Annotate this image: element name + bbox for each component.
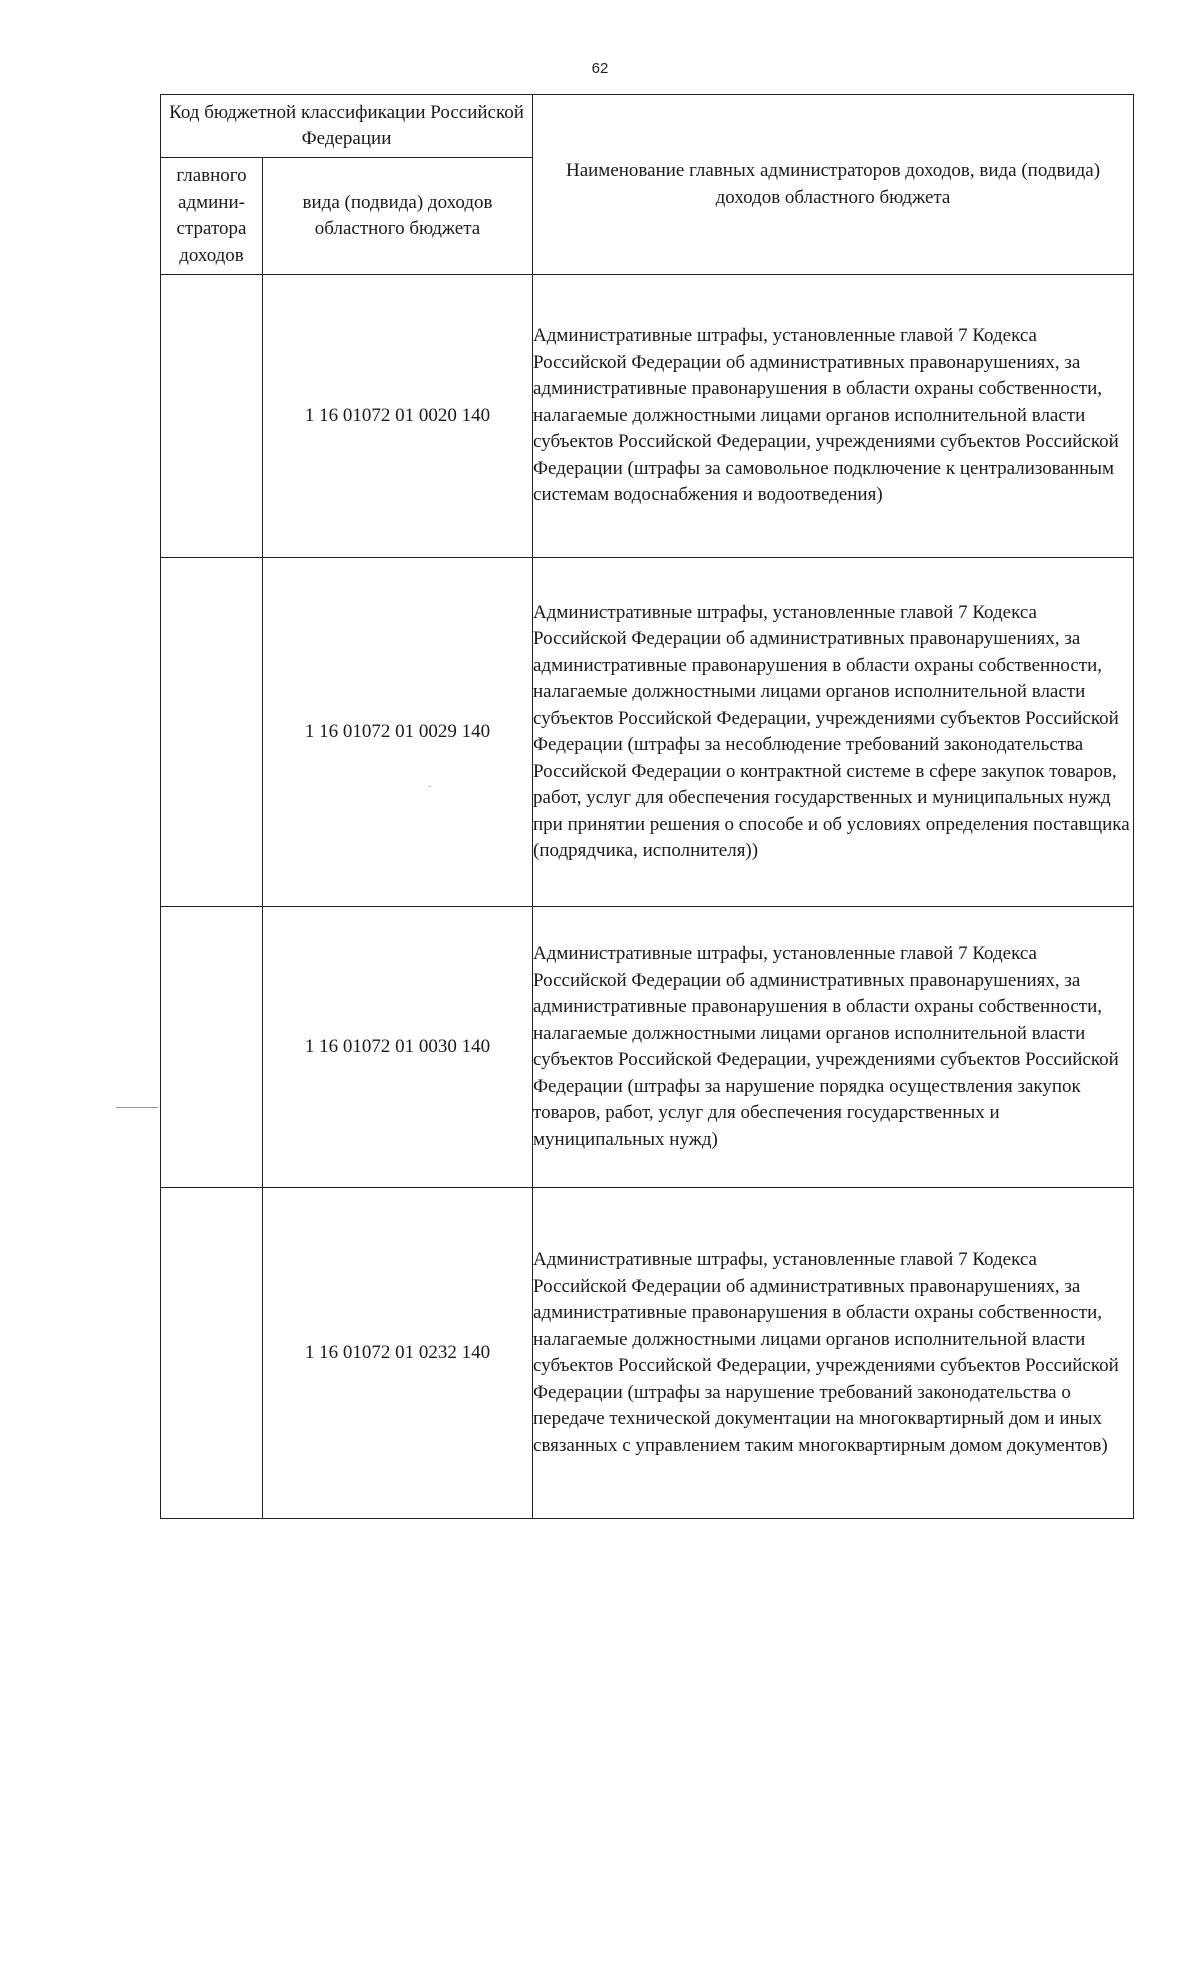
- header-main-administrator: главного админи- стратора доходов: [161, 158, 263, 275]
- cell-revenue-code: 1 16 01072 01 0029 140: [263, 558, 533, 907]
- table-row: [161, 907, 1134, 1188]
- cell-admin-code: [161, 558, 263, 907]
- table-header-row-group: [161, 95, 1134, 158]
- cell-revenue-code: 1 16 01072 01 0030 140: [263, 907, 533, 1188]
- scan-artifact-line: [116, 1107, 158, 1108]
- cell-revenue-code: 1 16 01072 01 0020 140: [263, 275, 533, 558]
- table-row: [161, 558, 1134, 907]
- header-budget-classification-code: Код бюджетной классификации Российской Федерации: [161, 95, 533, 158]
- cell-admin-code: [161, 1188, 263, 1519]
- header-revenue-type: вида (подвида) доходов областного бюджета: [263, 158, 533, 275]
- cell-admin-code: [161, 275, 263, 558]
- page-number: 62: [591, 60, 609, 77]
- cell-revenue-name: Административные штрафы, установленные главой 7 Кодекса Российской Федерации об административных правонарушениях, за административные правонарушения в области охраны собственности, налагаемые должностными лицами органов исполнительной власти субъектов Российской Федерации, учреждениями субъектов Российской Федерации (штрафы за нарушение порядка осуществления закупок товаров, работ, услуг для обеспечения государственных и муниципальных нужд): [533, 907, 1134, 1188]
- cell-admin-code: [161, 907, 263, 1188]
- cell-revenue-name: Административные штрафы, установленные главой 7 Кодекса Российской Федерации об административных правонарушениях, за административные правонарушения в области охраны собственности, налагаемые должностными лицами органов исполнительной власти субъектов Российской Федерации, учреждениями субъектов Российской Федерации (штрафы за самовольное подключение к централизованным системам водоснабжения и водоотведения): [533, 275, 1134, 558]
- cell-revenue-name: Административные штрафы, установленные главой 7 Кодекса Российской Федерации об административных правонарушениях, за административные правонарушения в области охраны собственности, налагаемые должностными лицами органов исполнительной власти субъектов Российской Федерации, учреждениями субъектов Российской Федерации (штрафы за несоблюдение требований законодательства Российской Федерации о контрактной системе в сфере закупок товаров, работ, услуг для обеспечения государственных и муниципальных нужд при принятии решения о способе и об условиях определения поставщика (подрядчика, исполнителя)): [533, 558, 1134, 907]
- table-row: [161, 275, 1134, 558]
- budget-classification-table: [160, 94, 1134, 1519]
- scan-artifact-dot: [428, 786, 431, 787]
- cell-revenue-code: 1 16 01072 01 0232 140: [263, 1188, 533, 1519]
- header-administrator-name: Наименование главных администраторов доходов, вида (подвида) доходов областного бюджета: [533, 95, 1134, 275]
- cell-revenue-name: Административные штрафы, установленные главой 7 Кодекса Российской Федерации об административных правонарушениях, за административные правонарушения в области охраны собственности, налагаемые должностными лицами органов исполнительной власти субъектов Российской Федерации, учреждениями субъектов Российской Федерации (штрафы за нарушение требований законодательства о передаче технической документации на многоквартирный дом и иных связанных с управлением таким многоквартирным домом документов): [533, 1188, 1134, 1519]
- table-row: [161, 1188, 1134, 1519]
